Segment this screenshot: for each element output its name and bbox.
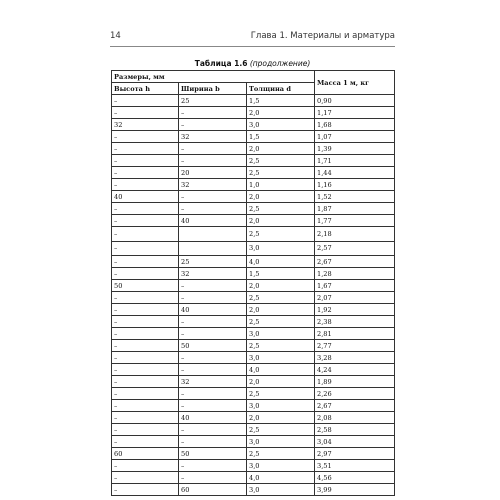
table-row <box>112 143 395 155</box>
mass-cell: 2,77 <box>315 340 395 352</box>
thickness-cell: 3,0 <box>247 400 315 412</box>
thickness-cell: 2,5 <box>247 448 315 460</box>
table-row <box>112 268 395 280</box>
width-cell: – <box>179 143 247 155</box>
thickness-header: Толщина d <box>247 83 315 95</box>
table-row <box>112 256 395 268</box>
height-cell: 60 <box>112 448 179 460</box>
mass-cell: 2,81 <box>315 328 395 340</box>
mass-cell: 1,07 <box>315 131 395 143</box>
table-row <box>112 227 395 242</box>
width-cell: – <box>179 203 247 215</box>
table-row <box>112 215 395 227</box>
thickness-cell: 2,5 <box>247 167 315 179</box>
height-cell: – <box>112 472 179 484</box>
width-cell: – <box>179 119 247 131</box>
table-header-row <box>112 71 395 83</box>
mass-cell: 1,17 <box>315 107 395 119</box>
table-row <box>112 107 395 119</box>
mass-cell: 2,57 <box>315 241 395 256</box>
thickness-cell: 3,0 <box>247 484 315 496</box>
mass-cell: 2,18 <box>315 227 395 242</box>
height-cell: 32 <box>112 119 179 131</box>
height-cell: – <box>112 179 179 191</box>
mass-cell: 0,90 <box>315 95 395 107</box>
height-cell: 40 <box>112 191 179 203</box>
mass-cell: 1,52 <box>315 191 395 203</box>
width-cell: 25 <box>179 256 247 268</box>
mass-cell: 1,44 <box>315 167 395 179</box>
table-row <box>112 119 395 131</box>
height-cell: – <box>112 460 179 472</box>
height-cell: – <box>112 155 179 167</box>
height-cell: – <box>112 388 179 400</box>
thickness-cell: 2,5 <box>247 424 315 436</box>
table-row <box>112 340 395 352</box>
width-cell: 32 <box>179 131 247 143</box>
width-cell: – <box>179 191 247 203</box>
width-cell: – <box>179 280 247 292</box>
thickness-cell: 2,0 <box>247 412 315 424</box>
width-cell: – <box>179 424 247 436</box>
page-number: 14 <box>110 31 121 41</box>
width-cell: – <box>179 155 247 167</box>
width-cell: 32 <box>179 376 247 388</box>
thickness-cell: 1,5 <box>247 268 315 280</box>
thickness-cell: 1,5 <box>247 95 315 107</box>
width-header: Ширина b <box>179 83 247 95</box>
thickness-cell: 2,5 <box>247 340 315 352</box>
thickness-cell: 2,0 <box>247 191 315 203</box>
thickness-cell: 3,0 <box>247 119 315 131</box>
table-row <box>112 460 395 472</box>
mass-cell: 2,08 <box>315 412 395 424</box>
height-cell: – <box>112 352 179 364</box>
height-cell: – <box>112 304 179 316</box>
height-cell: – <box>112 143 179 155</box>
table-row <box>112 412 395 424</box>
thickness-cell: 2,5 <box>247 155 315 167</box>
sizes-header: Размеры, мм <box>112 71 315 83</box>
thickness-cell: 2,0 <box>247 376 315 388</box>
mass-cell: 2,26 <box>315 388 395 400</box>
mass-cell: 2,97 <box>315 448 395 460</box>
thickness-cell: 3,0 <box>247 241 315 256</box>
height-cell: – <box>112 241 179 256</box>
height-cell: – <box>112 256 179 268</box>
table-row <box>112 131 395 143</box>
table-row <box>112 364 395 376</box>
height-cell: – <box>112 131 179 143</box>
thickness-cell: 4,0 <box>247 472 315 484</box>
width-cell: 50 <box>179 340 247 352</box>
width-cell: 40 <box>179 412 247 424</box>
height-cell: – <box>112 316 179 328</box>
mass-cell: 1,68 <box>315 119 395 131</box>
height-cell: – <box>112 484 179 496</box>
mass-cell: 3,04 <box>315 436 395 448</box>
height-cell: – <box>112 364 179 376</box>
width-cell <box>179 227 247 242</box>
mass-cell: 1,77 <box>315 215 395 227</box>
height-cell: – <box>112 436 179 448</box>
thickness-cell: 2,5 <box>247 388 315 400</box>
mass-cell: 2,67 <box>315 400 395 412</box>
thickness-cell: 3,0 <box>247 436 315 448</box>
height-cell: – <box>112 376 179 388</box>
width-cell: – <box>179 107 247 119</box>
table-row <box>112 95 395 107</box>
width-cell: – <box>179 352 247 364</box>
height-cell: – <box>112 292 179 304</box>
mass-cell: 4,24 <box>315 364 395 376</box>
thickness-cell: 2,5 <box>247 292 315 304</box>
width-cell: – <box>179 400 247 412</box>
mass-cell: 1,28 <box>315 268 395 280</box>
table-row <box>112 352 395 364</box>
mass-header: Масса 1 м, кг <box>315 71 395 95</box>
mass-cell: 3,51 <box>315 460 395 472</box>
mass-cell: 1,92 <box>315 304 395 316</box>
table-row <box>112 472 395 484</box>
table-row <box>112 191 395 203</box>
width-cell: 25 <box>179 95 247 107</box>
table-caption <box>110 59 395 68</box>
mass-cell: 1,67 <box>315 280 395 292</box>
thickness-cell: 2,5 <box>247 227 315 242</box>
width-cell: – <box>179 460 247 472</box>
height-cell: – <box>112 268 179 280</box>
caption-note: (продолжение) <box>249 59 311 68</box>
table-row <box>112 376 395 388</box>
mass-cell: 2,58 <box>315 424 395 436</box>
height-cell: – <box>112 424 179 436</box>
thickness-cell: 2,5 <box>247 316 315 328</box>
width-cell: 20 <box>179 167 247 179</box>
width-cell: 50 <box>179 448 247 460</box>
mass-cell: 1,71 <box>315 155 395 167</box>
table-row <box>112 328 395 340</box>
table-row <box>112 388 395 400</box>
height-cell: – <box>112 340 179 352</box>
mass-cell: 2,07 <box>315 292 395 304</box>
table-row <box>112 241 395 256</box>
thickness-cell: 1,0 <box>247 179 315 191</box>
thickness-cell: 2,0 <box>247 280 315 292</box>
page-header <box>110 31 395 45</box>
thickness-cell: 1,5 <box>247 131 315 143</box>
thickness-cell: 2,0 <box>247 107 315 119</box>
dimensions-table <box>111 70 395 496</box>
width-cell: – <box>179 388 247 400</box>
height-header: Высота h <box>112 83 179 95</box>
width-cell: – <box>179 328 247 340</box>
width-cell: 32 <box>179 179 247 191</box>
height-cell: 50 <box>112 280 179 292</box>
mass-cell: 2,38 <box>315 316 395 328</box>
mass-cell: 1,89 <box>315 376 395 388</box>
table-row <box>112 448 395 460</box>
thickness-cell: 2,5 <box>247 203 315 215</box>
thickness-cell: 2,0 <box>247 215 315 227</box>
height-cell: – <box>112 107 179 119</box>
mass-cell: 2,67 <box>315 256 395 268</box>
thickness-cell: 3,0 <box>247 352 315 364</box>
width-cell: – <box>179 472 247 484</box>
table-row <box>112 424 395 436</box>
height-cell: – <box>112 215 179 227</box>
thickness-cell: 2,0 <box>247 304 315 316</box>
thickness-cell: 2,0 <box>247 143 315 155</box>
width-cell: 60 <box>179 484 247 496</box>
mass-cell: 4,56 <box>315 472 395 484</box>
height-cell: – <box>112 412 179 424</box>
table-row <box>112 292 395 304</box>
width-cell: – <box>179 364 247 376</box>
table-row <box>112 155 395 167</box>
width-cell: – <box>179 292 247 304</box>
table-row <box>112 179 395 191</box>
table-row <box>112 316 395 328</box>
caption-title: Таблица 1.6 <box>194 59 248 68</box>
width-cell: – <box>179 436 247 448</box>
height-cell: – <box>112 167 179 179</box>
height-cell: – <box>112 400 179 412</box>
mass-cell: 3,28 <box>315 352 395 364</box>
width-cell: 32 <box>179 268 247 280</box>
header-rule <box>110 46 395 47</box>
mass-cell: 1,16 <box>315 179 395 191</box>
thickness-cell: 4,0 <box>247 256 315 268</box>
thickness-cell: 4,0 <box>247 364 315 376</box>
mass-cell: 3,99 <box>315 484 395 496</box>
height-cell: – <box>112 95 179 107</box>
table-row <box>112 304 395 316</box>
table-row <box>112 484 395 496</box>
width-cell: – <box>179 316 247 328</box>
table-row <box>112 203 395 215</box>
thickness-cell: 3,0 <box>247 328 315 340</box>
table-row <box>112 436 395 448</box>
width-cell: 40 <box>179 215 247 227</box>
height-cell: – <box>112 227 179 242</box>
width-cell <box>179 241 247 256</box>
table-row <box>112 400 395 412</box>
mass-cell: 1,39 <box>315 143 395 155</box>
chapter-title: Глава 1. Материалы и арматура <box>250 31 395 41</box>
height-cell: – <box>112 203 179 215</box>
thickness-cell: 3,0 <box>247 460 315 472</box>
width-cell: 40 <box>179 304 247 316</box>
table-row <box>112 167 395 179</box>
table-row <box>112 280 395 292</box>
mass-cell: 1,87 <box>315 203 395 215</box>
height-cell: – <box>112 328 179 340</box>
